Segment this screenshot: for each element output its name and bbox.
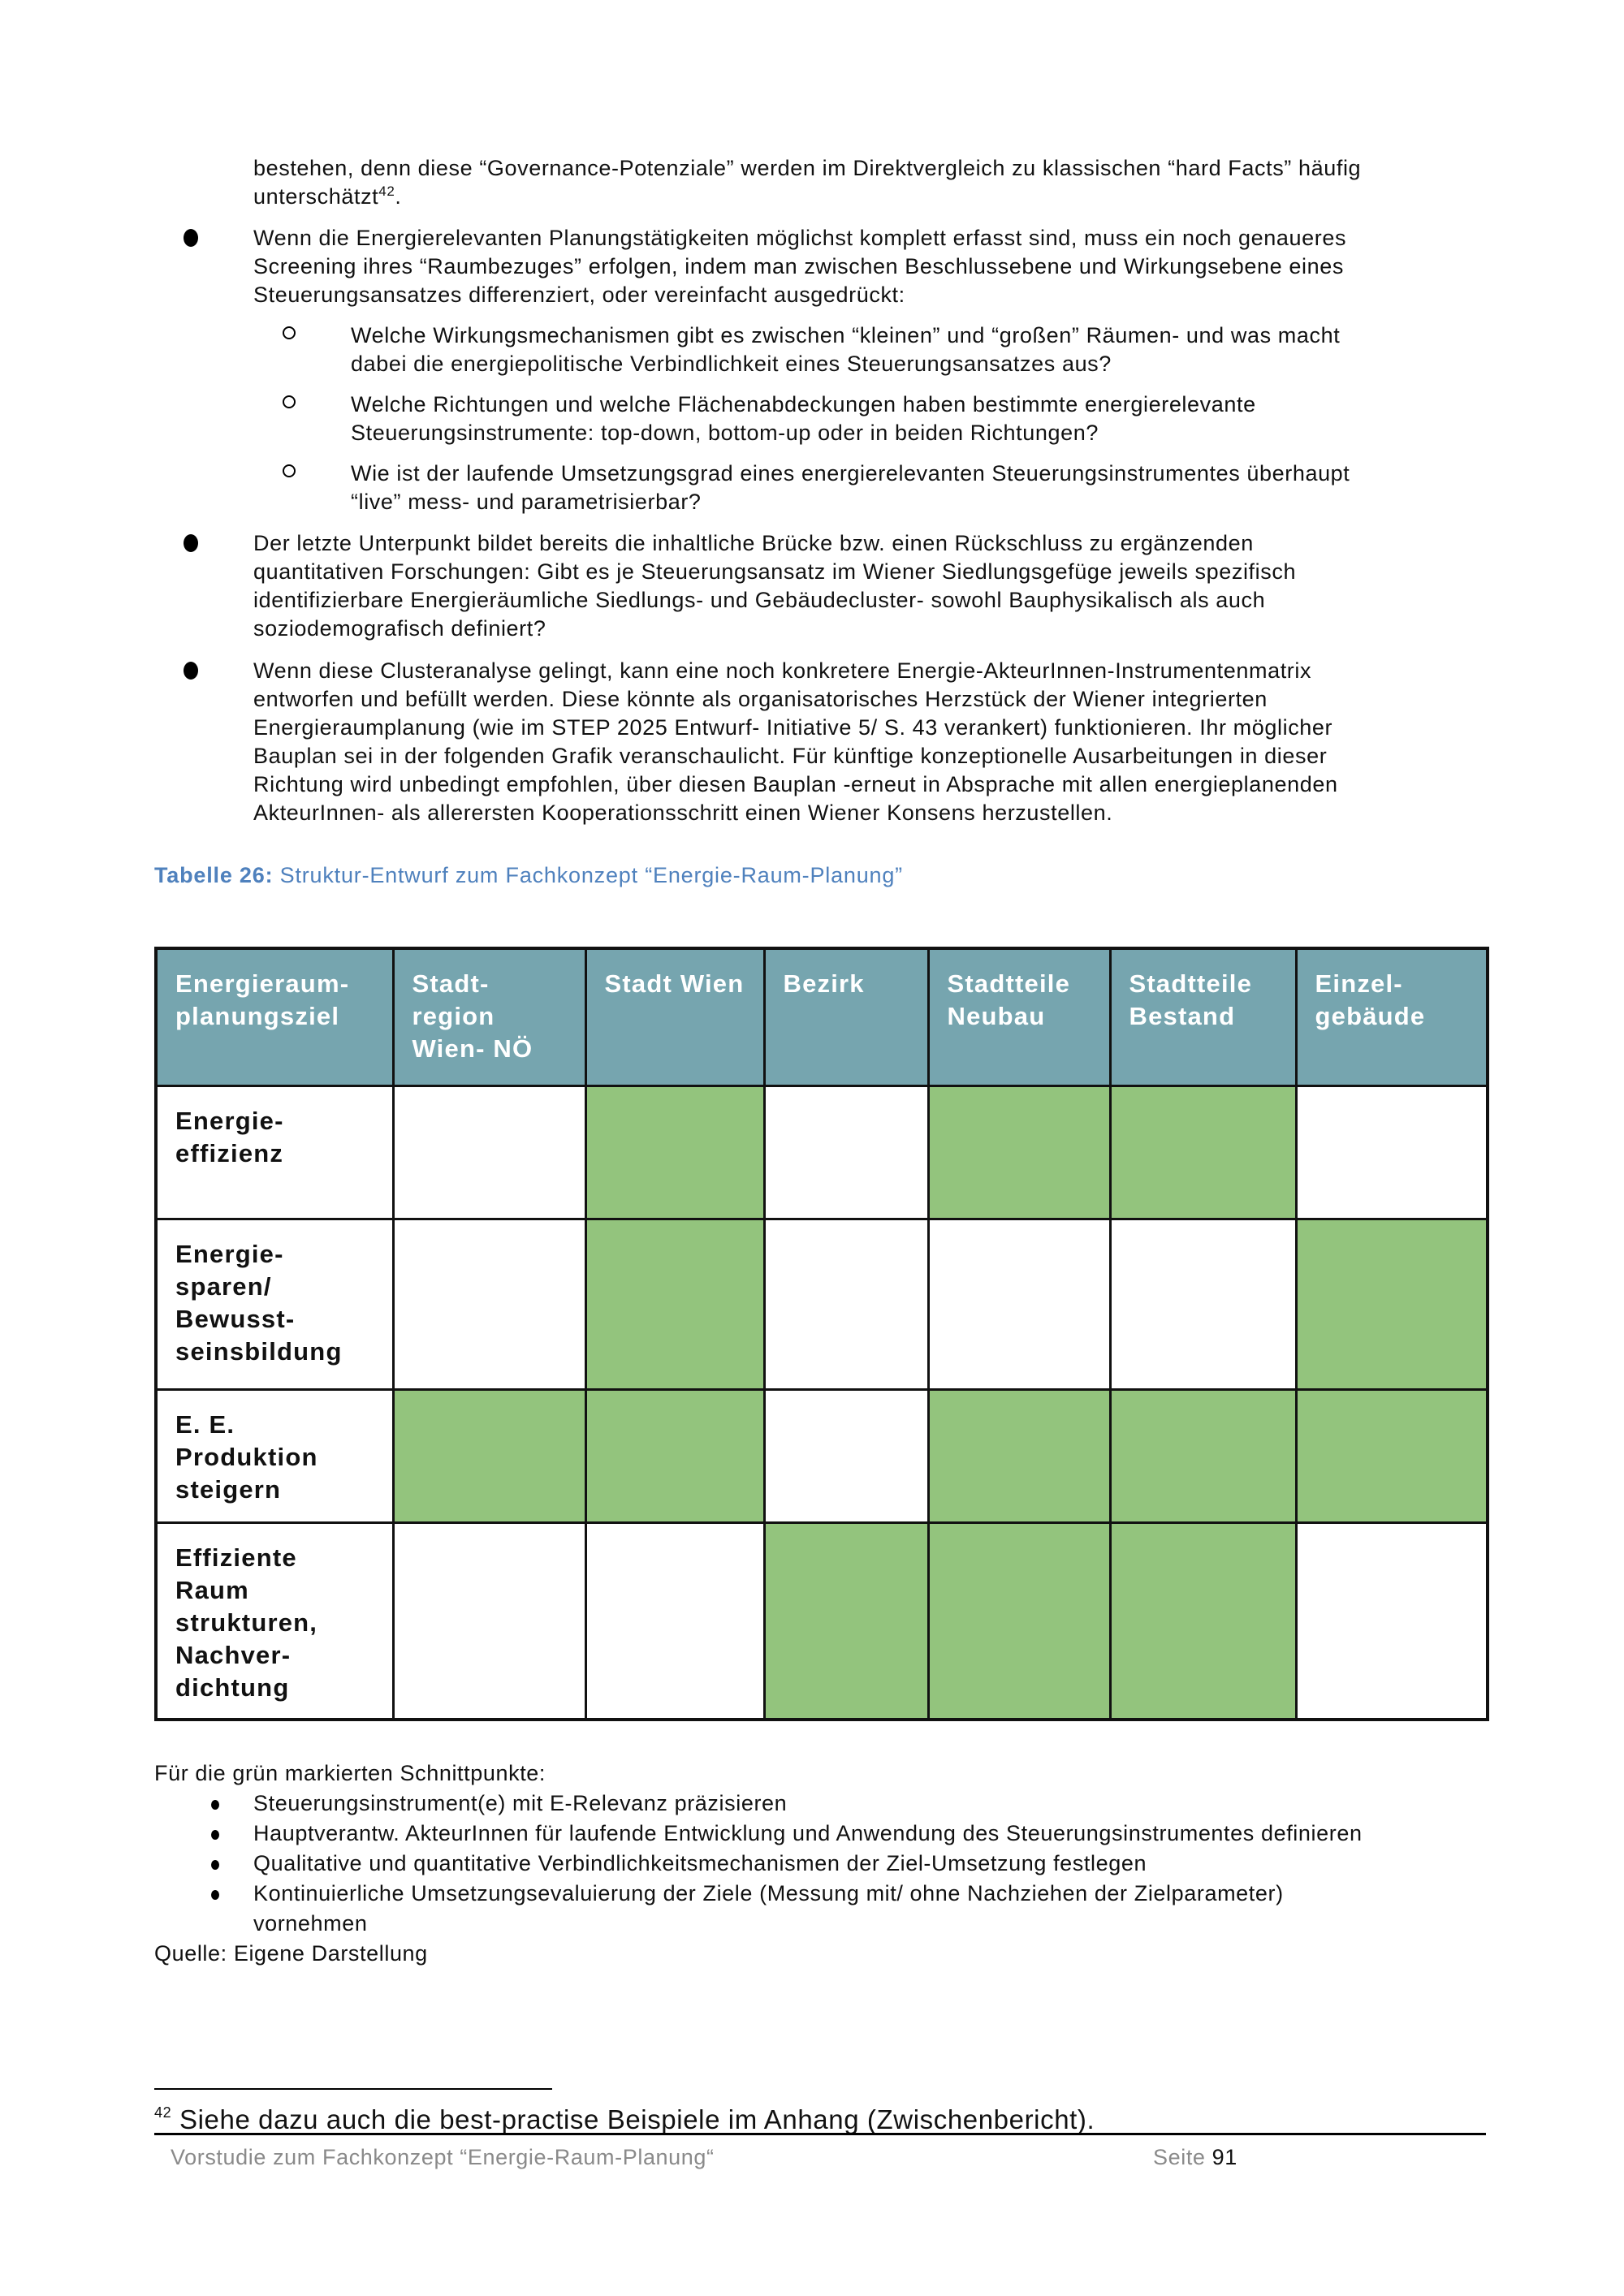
header-cell-level — [928, 948, 1110, 1086]
header-text-line: Stadtteile — [1129, 969, 1253, 998]
text-line: soziodemografisch definiert? — [253, 616, 546, 641]
header-cell-level — [764, 948, 928, 1086]
bullet-item — [253, 657, 1338, 827]
bullet-icon — [184, 229, 198, 247]
marked-intersection-cell — [928, 1086, 1110, 1219]
text-line: Wenn diese Clusteranalyse gelingt, kann eine noch konkretere Energie-AkteurInnen-Instrumentenmatrix — [253, 658, 1312, 683]
header-text-line: Energieraum- — [175, 969, 350, 998]
text-line: Bauplan sei in der folgenden Grafik veranschaulicht. Für künftige konzeptionelle Ausarbeitungen in dieser — [253, 744, 1328, 768]
text-line: dabei die energiepolitische Verbindlichkeit eines Steuerungsansatzes aus? — [351, 352, 1112, 376]
text-line: bestehen, denn diese “Governance-Potenziale” werden im Direktvergleich zu klassischen “hard Facts” häufig — [253, 156, 1362, 180]
row-label-line: Bewusst- — [175, 1305, 296, 1333]
text-line: quantitativen Forschungen: Gibt es je Steuerungsansatz im Wiener Siedlungsgefüge jeweils spezifisch — [253, 559, 1297, 584]
row-label-cell — [156, 1219, 393, 1390]
sub-bullet-item — [351, 322, 1340, 378]
marked-intersection-cell — [585, 1086, 764, 1219]
table-caption — [154, 863, 903, 888]
row-label-line: seinsbildung — [175, 1337, 343, 1366]
marked-intersection-cell — [928, 1523, 1110, 1720]
header-cell-level — [585, 948, 764, 1086]
list-item: Qualitative und quantitative Verbindlichkeitsmechanismen der Ziel-Umsetzung festlegen — [154, 1849, 1363, 1879]
list-item: Hauptverantw. AkteurInnen für laufende Entwicklung und Anwendung des Steuerungsinstrumentes definieren — [154, 1819, 1363, 1849]
footnote-text: Siehe dazu auch die best-practise Beispiele im Anhang (Zwischenbericht). — [171, 2104, 1095, 2134]
text-line: AkteurInnen- als allerersten Kooperationsschritt einen Wiener Konsens herzustellen. — [253, 801, 1113, 825]
bullet-icon — [211, 1800, 219, 1810]
header-text-line: Stadtteile — [947, 969, 1071, 998]
sub-bullet-item — [351, 460, 1350, 516]
bullet-icon — [211, 1860, 219, 1870]
empty-intersection-cell — [1296, 1523, 1488, 1720]
empty-intersection-cell — [1296, 1086, 1488, 1219]
notes-section — [154, 1759, 1363, 1969]
page-number: Seite 91 — [1153, 2145, 1237, 2169]
row-label-line: strukturen, — [175, 1608, 318, 1637]
bullet-icon — [211, 1830, 219, 1840]
intro-paragraph — [253, 154, 1361, 211]
empty-intersection-cell — [764, 1390, 928, 1523]
header-text-line: Stadt- — [412, 969, 490, 998]
header-text-line: planungsziel — [175, 1002, 340, 1030]
header-cell-level — [1110, 948, 1296, 1086]
row-label-line: Effiziente — [175, 1543, 297, 1572]
circle-bullet-icon — [283, 464, 296, 477]
list-item: Kontinuierliche Umsetzungsevaluierung der Ziele (Messung mit/ ohne Nachziehen der Zielparameter) vornehmen — [154, 1879, 1363, 1939]
footer-divider — [154, 2133, 1486, 2135]
caption-label: Tabelle 26: — [154, 863, 274, 887]
text-line: identifizierbare Energieräumliche Siedlungs- und Gebäudecluster- sowohl Bauphysikalisch als auch — [253, 588, 1266, 612]
text-line: Steuerungsansatzes differenziert, oder vereinfacht ausgedrückt: — [253, 283, 905, 307]
table-row — [156, 1523, 1488, 1720]
footer-title: Vorstudie zum Fachkonzept “Energie-Raum-Planung“ — [171, 2145, 715, 2169]
empty-intersection-cell — [585, 1523, 764, 1720]
row-label-cell — [156, 1390, 393, 1523]
header-text-line: gebäude — [1315, 1002, 1426, 1030]
circle-bullet-icon — [283, 395, 296, 408]
table-row — [156, 1219, 1488, 1390]
bullet-icon — [184, 662, 198, 680]
row-label-line: Raum — [175, 1576, 249, 1604]
text-line: unterschätzt$^{42}$. — [253, 183, 402, 209]
text-line: Der letzte Unterpunkt bildet bereits die inhaltliche Brücke bzw. einen Rückschluss zu ergänzenden — [253, 531, 1254, 555]
header-text-line: Einzel- — [1315, 969, 1403, 998]
bullet-item — [253, 224, 1346, 309]
row-label-line: Nachver- — [175, 1641, 292, 1669]
footnote-divider — [154, 2088, 552, 2090]
source-note: Quelle: Eigene Darstellung — [154, 1941, 428, 1966]
marked-intersection-cell — [585, 1219, 764, 1390]
bullet-icon — [184, 534, 198, 552]
row-label-line: effizienz — [175, 1139, 284, 1167]
circle-bullet-icon — [283, 326, 296, 339]
header-cell-level — [1296, 948, 1488, 1086]
notes-list — [154, 1789, 1363, 1939]
text-line: “live” mess- und parametrisierbar? — [351, 490, 702, 514]
row-label-line: Produktion — [175, 1443, 318, 1471]
marked-intersection-cell — [928, 1390, 1110, 1523]
table-row — [156, 1390, 1488, 1523]
row-label-line: sparen/ — [175, 1272, 272, 1301]
text-line: Energieraumplanung (wie im STEP 2025 Entwurf- Initiative 5/ S. 43 verankert) funktionieren. Ihr möglicher — [253, 715, 1333, 740]
header-text-line: Bestand — [1129, 1002, 1236, 1030]
marked-intersection-cell — [1296, 1390, 1488, 1523]
header-text-line: Neubau — [947, 1002, 1046, 1030]
empty-intersection-cell — [393, 1523, 585, 1720]
text-line: entworfen und befüllt werden. Diese könnte als organisatorisches Herzstück der Wiener integrierten — [253, 687, 1268, 711]
row-label-line: Energie- — [175, 1107, 284, 1135]
list-item: Steuerungsinstrument(e) mit E-Relevanz präzisieren — [154, 1789, 1363, 1819]
empty-intersection-cell — [928, 1219, 1110, 1390]
row-label-line: Energie- — [175, 1240, 284, 1268]
text-line: Welche Richtungen und welche Flächenabdeckungen haben bestimmte energierelevante — [351, 392, 1256, 416]
footnote — [154, 2104, 1095, 2135]
caption-text: Struktur-Entwurf zum Fachkonzept “Energie-Raum-Planung” — [273, 863, 903, 887]
text-line: Steuerungsinstrumente: top-down, bottom-up oder in beiden Richtungen? — [351, 421, 1099, 445]
bullet-item — [253, 529, 1296, 643]
footnote-ref[interactable]: 42 — [378, 183, 395, 199]
row-label-line: dichtung — [175, 1673, 290, 1702]
marked-intersection-cell — [1110, 1523, 1296, 1720]
text-line: Richtung wird unbedingt empfohlen, über diesen Bauplan -erneut in Absprache mit allen energieplanenden — [253, 772, 1338, 796]
empty-intersection-cell — [393, 1219, 585, 1390]
text-line: Wenn die Energierelevanten Planungstätigkeiten möglichst komplett erfasst sind, muss ein noch genaueres — [253, 226, 1347, 250]
marked-intersection-cell — [585, 1390, 764, 1523]
header-text-line: Wien- NÖ — [412, 1034, 533, 1063]
header-text-line: region — [412, 1002, 495, 1030]
empty-intersection-cell — [393, 1086, 585, 1219]
table-header-row — [156, 948, 1488, 1086]
text-line: Welche Wirkungsmechanismen gibt es zwischen “kleinen” und “großen” Räumen- und was macht — [351, 323, 1341, 347]
row-label-cell — [156, 1523, 393, 1720]
row-label-line: E. E. — [175, 1410, 235, 1439]
table-row — [156, 1086, 1488, 1219]
empty-intersection-cell — [764, 1219, 928, 1390]
marked-intersection-cell — [1296, 1219, 1488, 1390]
header-text-line: Stadt Wien — [604, 969, 745, 998]
text-line: Screening ihres “Raumbezuges” erfolgen, indem man zwischen Beschlussebene und Wirkungsebene eines — [253, 254, 1344, 278]
bullet-icon — [211, 1890, 219, 1900]
marked-intersection-cell — [1110, 1390, 1296, 1523]
text-line: Wie ist der laufende Umsetzungsgrad eines energierelevanten Steuerungsinstrumentes überhaupt — [351, 461, 1350, 486]
marked-intersection-cell — [764, 1523, 928, 1720]
row-label-line: steigern — [175, 1475, 282, 1504]
header-cell-goal — [156, 948, 393, 1086]
header-text-line: Bezirk — [783, 969, 865, 998]
empty-intersection-cell — [764, 1086, 928, 1219]
footnote-number: 42 — [154, 2104, 172, 2121]
row-label-cell — [156, 1086, 393, 1219]
sub-bullet-item — [351, 391, 1256, 447]
empty-intersection-cell — [1110, 1219, 1296, 1390]
planning-matrix-table — [154, 947, 1489, 1721]
header-cell-level — [393, 948, 585, 1086]
notes-intro: Für die grün markierten Schnittpunkte: — [154, 1761, 546, 1785]
marked-intersection-cell — [1110, 1086, 1296, 1219]
marked-intersection-cell — [393, 1390, 585, 1523]
